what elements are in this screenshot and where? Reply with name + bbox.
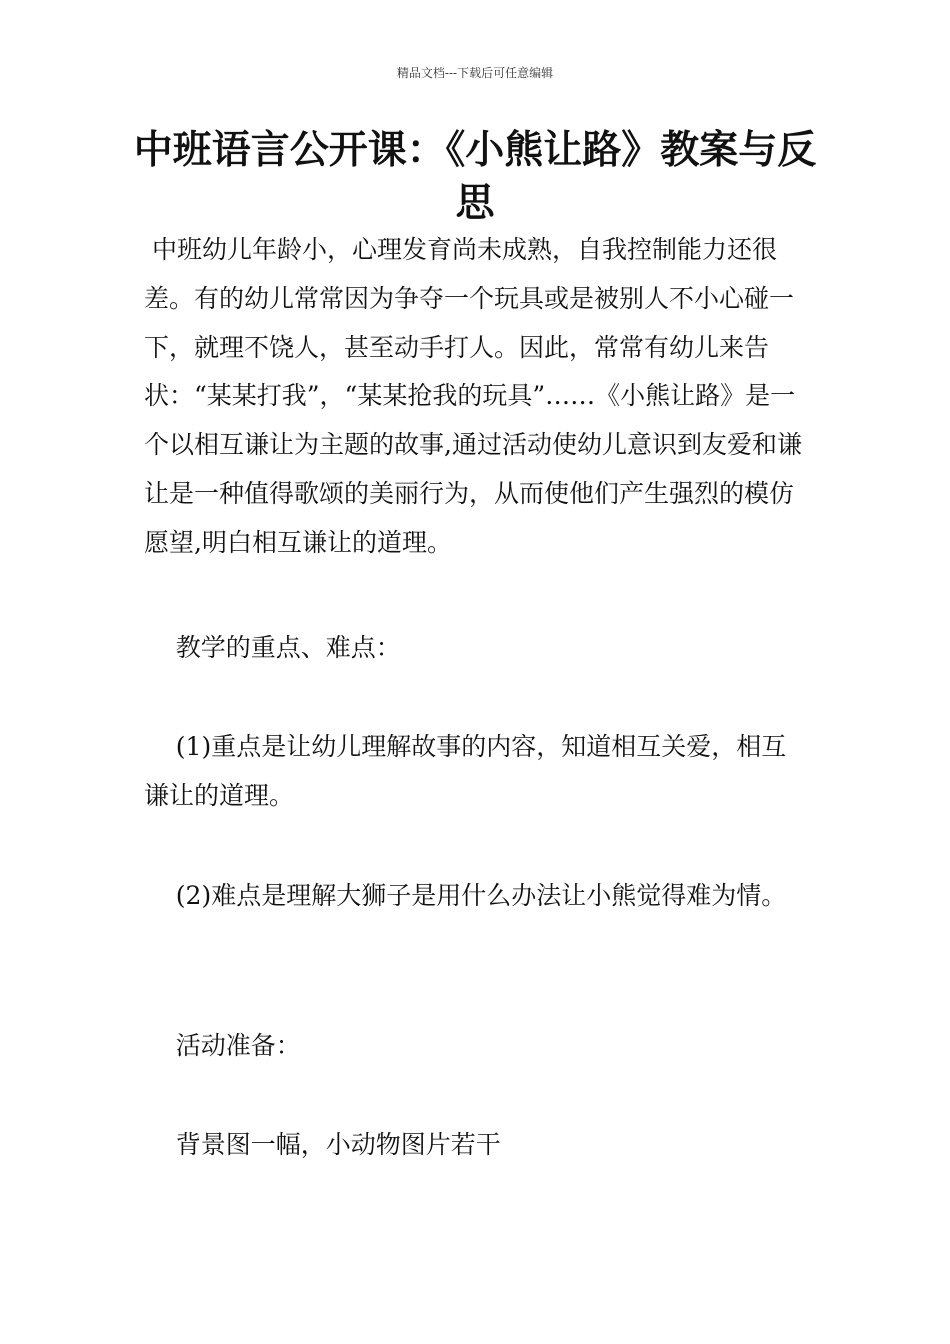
intro-paragraph: 中班幼儿年龄小，心理发育尚未成熟，自我控制能力还很差。有的幼儿常常因为争夺一个玩具或是被别人不小心碰一下，就理不饶人，甚至动手打人。因此，常常有幼儿来告状：“某某打我”，“某某抢我的玩具”……《小熊让路》是一个以相互谦让为主题的故事,通过活动使幼儿意识到友爱和谦让是一种值得歌颂的美丽行为，从而使他们产生强烈的模仿愿望,明白相互谦让的道理。 xyxy=(144,235,802,557)
preparation-content: 背景图一幅，小动物图片若干 xyxy=(144,1130,501,1159)
preparation-heading: 活动准备： xyxy=(144,1031,301,1060)
key-point-2: (2)难点是理解大狮子是用什么办法让小熊觉得难为情。 xyxy=(144,881,787,910)
key-point-1: (1)重点是让幼儿理解故事的内容，知道相互关爱，相互谦让的道理。 xyxy=(144,732,787,810)
document-title: 中班语言公开课：《小熊让路》教案与反思 xyxy=(133,128,817,226)
key-points-heading: 教学的重点、难点： xyxy=(144,633,401,662)
page-header-note: 精品文档---下载后可任意编辑 xyxy=(396,66,554,80)
